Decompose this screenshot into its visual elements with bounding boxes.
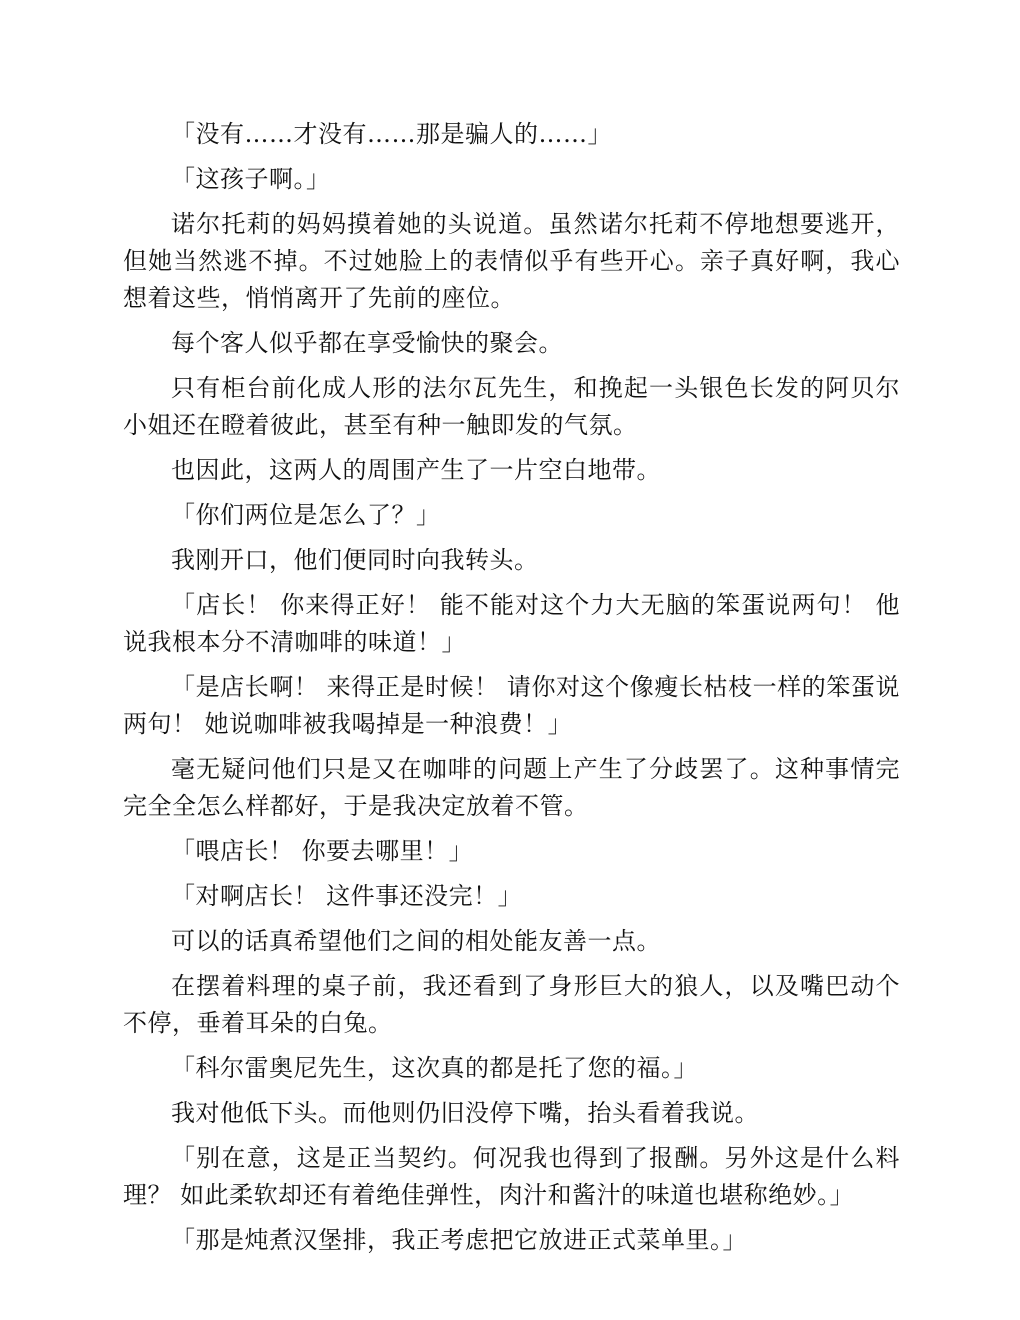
body-text <box>123 116 900 1267</box>
paragraph: 在摆着料理的桌子前，我还看到了身形巨大的狼人，以及嘴巴动个不停，垂着耳朵的白兔。 <box>123 972 900 1037</box>
paragraph: 「店长！ 你来得正好！ 能不能对这个力大无脑的笨蛋说两句！ 他说我根本分不清咖啡的味道！」 <box>123 591 900 656</box>
paragraph: 只有柜台前化成人形的法尔瓦先生，和挽起一头银色长发的阿贝尔小姐还在瞪着彼此，甚至有种一触即发的气氛。 <box>123 374 900 439</box>
paragraph: 毫无疑问他们只是又在咖啡的问题上产生了分歧罢了。这种事情完完全全怎么样都好，于是我决定放着不管。 <box>123 755 900 820</box>
paragraph: 诺尔托莉的妈妈摸着她的头说道。虽然诺尔托莉不停地想要逃开，但她当然逃不掉。不过她脸上的表情似乎有些开心。亲子真好啊，我心想着这些，悄悄离开了先前的座位。 <box>123 210 900 312</box>
paragraph: 「你们两位是怎么了？」 <box>171 501 441 529</box>
paragraph: 「这孩子啊。」 <box>171 165 331 193</box>
paragraph: 我对他低下头。而他则仍旧没停下嘴，抬头看着我说。 <box>171 1099 759 1127</box>
paragraph: 「别在意，这是正当契约。何况我也得到了报酬。另外这是什么料理？ 如此柔软却还有着绝佳弹性，肉汁和酱汁的味道也堪称绝妙。」 <box>123 1144 900 1209</box>
paragraph: 也因此，这两人的周围产生了一片空白地带。 <box>171 456 661 484</box>
paragraph: 「对啊店长！ 这件事还没完！」 <box>171 882 523 910</box>
paragraph: 我刚开口，他们便同时向我转头。 <box>171 546 539 574</box>
paragraph: 「喂店长！ 你要去哪里！」 <box>171 837 474 865</box>
paragraph: 每个客人似乎都在享受愉快的聚会。 <box>171 329 563 357</box>
paragraph: 「科尔雷奥尼先生，这次真的都是托了您的福。」 <box>171 1054 698 1082</box>
paragraph: 「是店长啊！ 来得正是时候！ 请你对这个像瘦长枯枝一样的笨蛋说两句！ 她说咖啡被我喝掉是一种浪费！」 <box>123 673 900 738</box>
paragraph: 「没有……才没有……那是骗人的……」 <box>171 120 612 148</box>
paragraph: 「那是炖煮汉堡排，我正考虑把它放进正式菜单里。」 <box>171 1226 747 1254</box>
paragraph: 可以的话真希望他们之间的相处能友善一点。 <box>171 927 661 955</box>
